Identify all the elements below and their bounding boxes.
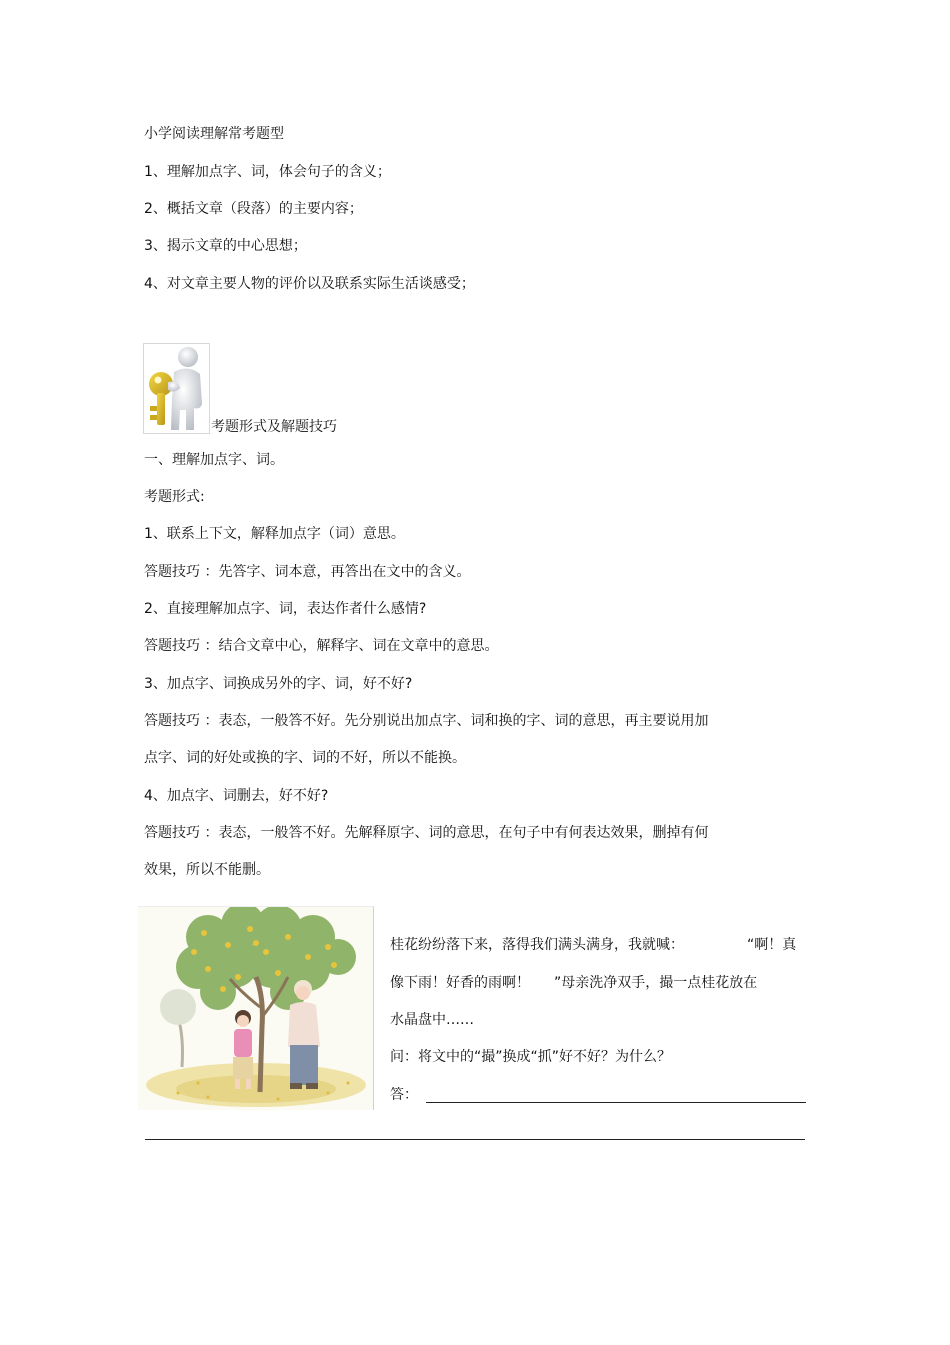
example-question: 问：将文中的“撮”换成“抓”好不好？为什么？ bbox=[390, 1049, 672, 1065]
example-line-2a: 像下雨！好香的雨啊！ bbox=[390, 975, 530, 991]
item-4: 4、加点字、词删去，好不好? bbox=[144, 788, 329, 804]
tip-4: 答题技巧 ：表态，一般答不好。先解释原字、词的意思，在句子中有何表达效果，删掉有何 bbox=[144, 825, 709, 841]
tip-4-cont: 效果，所以不能删。 bbox=[144, 862, 270, 878]
tip-2: 答题技巧 ：结合文章中心，解释字、词在文章中的意思。 bbox=[144, 638, 499, 654]
item-3: 3、加点字、词换成另外的字、词，好不好? bbox=[144, 676, 413, 692]
section-heading: 考题形式及解题技巧 bbox=[211, 419, 337, 435]
example-line-1: 桂花纷纷落下来，落得我们满头满身，我就喊： bbox=[390, 937, 684, 953]
example-line-2b: ”母亲洗净双手，撮一点桂花放在 bbox=[554, 975, 758, 991]
answer-label: 答： bbox=[390, 1087, 418, 1103]
item-2: 2、直接理解加点字、词，表达作者什么感情? bbox=[144, 601, 427, 617]
form-label: 考题形式: bbox=[144, 489, 205, 505]
question-type-1: 1、理解加点字、词，体会句子的含义； bbox=[144, 164, 391, 180]
osmanthus-tree-illustration bbox=[138, 906, 374, 1110]
tip-3: 答题技巧 ：表态，一般答不好。先分别说出加点字、词和换的字、词的意思，再主要说用加 bbox=[144, 713, 709, 729]
key-figure-icon bbox=[143, 343, 210, 434]
tip-1: 答题技巧 ：先答字、词本意，再答出在文中的含义。 bbox=[144, 564, 471, 580]
example-line-1-quote: “啊！真 bbox=[747, 937, 797, 953]
item-1: 1、联系上下文，解释加点字（词）意思。 bbox=[144, 526, 405, 542]
document-title: 小学阅读理解常考题型 bbox=[144, 126, 284, 142]
example-line-3: 水晶盘中…… bbox=[390, 1012, 474, 1028]
question-type-2: 2、概括文章（段落）的主要内容； bbox=[144, 201, 363, 217]
question-type-3: 3、揭示文章的中心思想； bbox=[144, 238, 307, 254]
answer-line-2[interactable] bbox=[145, 1139, 805, 1140]
part1-heading: 一、理解加点字、词。 bbox=[144, 452, 284, 468]
tip-3-cont: 点字、词的好处或换的字、词的不好，所以不能换。 bbox=[144, 750, 466, 766]
answer-line[interactable] bbox=[426, 1102, 806, 1103]
question-type-4: 4、对文章主要人物的评价以及联系实际生活谈感受； bbox=[144, 276, 475, 292]
